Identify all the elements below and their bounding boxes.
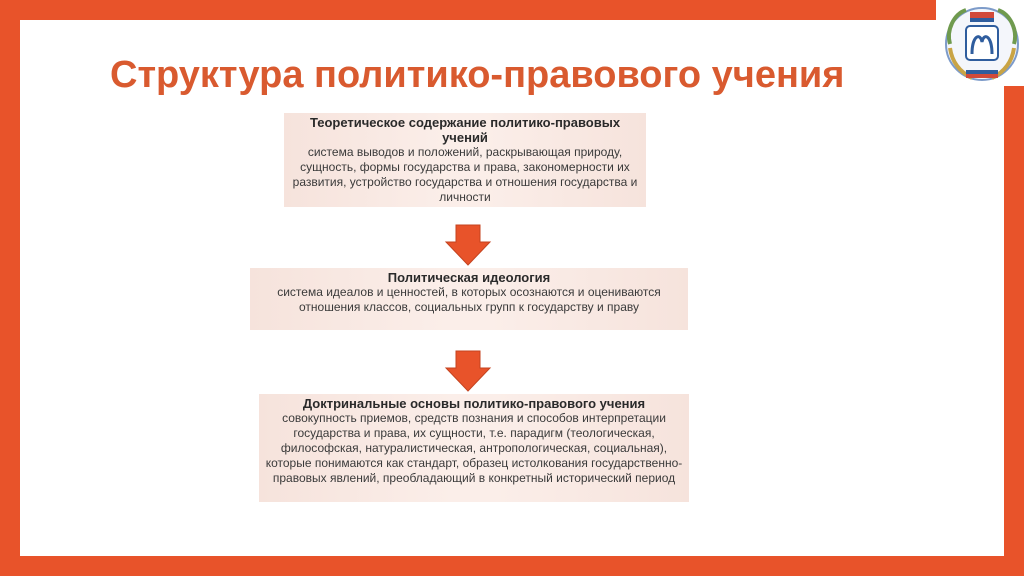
university-emblem-icon: [936, 0, 1024, 86]
structure-box-doctrine: [259, 394, 689, 502]
box-text: система идеалов и ценностей, в которых осознаются и оцениваются отношения классов, социальных групп к государству и праву: [277, 285, 661, 314]
structure-box-theory: [284, 113, 646, 207]
box-heading: Теоретическое содержание политико-правовых учений: [309, 115, 621, 145]
down-arrow-icon: [444, 224, 492, 271]
box-heading: Политическая идеология: [387, 270, 551, 285]
box-heading: Доктринальные основы политико-правового учения: [302, 396, 646, 411]
box-text: совокупность приемов, средств познания и способов интерпретации государства и права, их сущности, т.е. парадигм (теологическая, философская, натуралистическая, антропологическая, социальная), которые понимаются как стандарт, образец истолкования государственно-правовых явлений, преобладающий в конкретный исторический период: [265, 411, 683, 485]
box-text: система выводов и положений, раскрывающая природу, сущность, формы государства и права, закономерности их развития, устройство государства и отношения государства и личности: [292, 145, 638, 204]
down-arrow-icon: [444, 350, 492, 397]
slide-title: Структура политико-правового учения: [110, 54, 845, 96]
structure-box-ideology: [250, 268, 688, 330]
